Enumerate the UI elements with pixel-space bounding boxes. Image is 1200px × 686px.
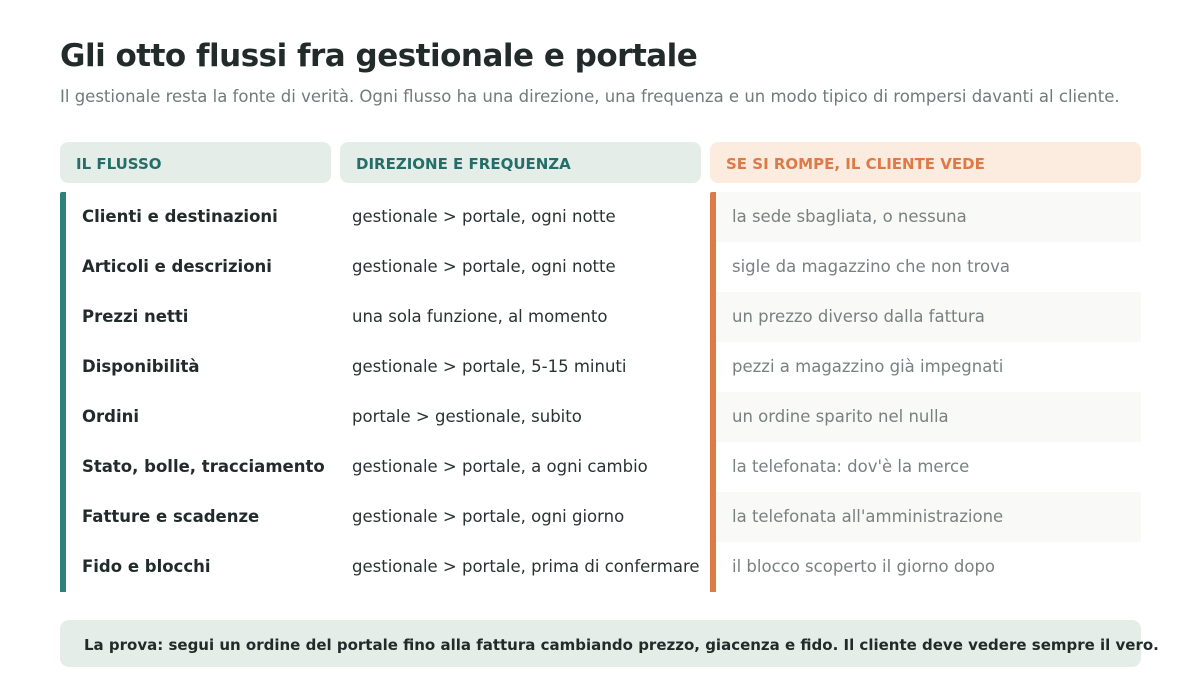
column-header-direction: DIREZIONE E FREQUENZA (340, 142, 701, 183)
table-row (60, 442, 1141, 492)
teal-accent-bar (60, 542, 66, 592)
orange-accent-bar (710, 492, 716, 542)
teal-accent-bar (60, 292, 66, 342)
flow-direction: portale > gestionale, subito (352, 407, 582, 426)
teal-accent-bar (60, 492, 66, 542)
teal-accent-bar (60, 442, 66, 492)
flow-risk: pezzi a magazzino già impegnati (732, 357, 1004, 376)
column-header-risk: SE SI ROMPE, IL CLIENTE VEDE (710, 142, 1141, 183)
orange-accent-bar (710, 342, 716, 392)
footer-callout: La prova: segui un ordine del portale fino alla fattura cambiando prezzo, giacenza e fido. Il cliente deve vedere sempre il vero. (60, 620, 1141, 667)
orange-accent-bar (710, 242, 716, 292)
table-row (60, 242, 1141, 292)
flow-risk: la telefonata: dov'è la merce (732, 457, 970, 476)
flow-risk: la telefonata all'amministrazione (732, 507, 1004, 526)
table-row (60, 192, 1141, 242)
flow-risk: sigle da magazzino che non trova (732, 257, 1010, 276)
flow-risk: un prezzo diverso dalla fattura (732, 307, 985, 326)
flow-direction: gestionale > portale, 5-15 minuti (352, 357, 627, 376)
column-header-flow: IL FLUSSO (60, 142, 331, 183)
risk-cell (710, 442, 1141, 492)
teal-accent-bar (60, 192, 66, 242)
table-row (60, 542, 1141, 592)
flows-table (60, 192, 1141, 592)
flow-risk: la sede sbagliata, o nessuna (732, 207, 967, 226)
teal-accent-bar (60, 392, 66, 442)
flow-direction: gestionale > portale, ogni notte (352, 207, 616, 226)
risk-cell (710, 342, 1141, 392)
flow-name: Ordini (82, 407, 140, 426)
orange-accent-bar (710, 392, 716, 442)
flow-name: Fatture e scadenze (82, 507, 260, 526)
table-row (60, 292, 1141, 342)
risk-cell (710, 392, 1141, 442)
table-row (60, 392, 1141, 442)
orange-accent-bar (710, 442, 716, 492)
table-row (60, 492, 1141, 542)
risk-cell (710, 542, 1141, 592)
risk-cell (710, 242, 1141, 292)
orange-accent-bar (710, 192, 716, 242)
risk-cell (710, 292, 1141, 342)
page-title: Gli otto flussi fra gestionale e portale (60, 38, 698, 74)
teal-accent-bar (60, 342, 66, 392)
teal-accent-bar (60, 242, 66, 292)
flow-name: Stato, bolle, tracciamento (82, 457, 325, 476)
flow-direction: gestionale > portale, ogni giorno (352, 507, 625, 526)
flow-direction: gestionale > portale, a ogni cambio (352, 457, 648, 476)
flow-direction: una sola funzione, al momento (352, 307, 608, 326)
flow-name: Prezzi netti (82, 307, 189, 326)
flow-name: Disponibilità (82, 357, 200, 376)
flow-name: Articoli e descrizioni (82, 257, 272, 276)
orange-accent-bar (710, 292, 716, 342)
flow-name: Clienti e destinazioni (82, 207, 278, 226)
flow-risk: il blocco scoperto il giorno dopo (732, 557, 996, 576)
orange-accent-bar (710, 542, 716, 592)
flow-direction: gestionale > portale, prima di confermare (352, 557, 700, 576)
table-row (60, 342, 1141, 392)
flow-name: Fido e blocchi (82, 557, 211, 576)
risk-cell (710, 192, 1141, 242)
risk-cell (710, 492, 1141, 542)
page-subtitle: Il gestionale resta la fonte di verità. Ogni flusso ha una direzione, una frequenza e un modo tipico di rompersi davanti al cliente. (60, 87, 1120, 106)
flow-direction: gestionale > portale, ogni notte (352, 257, 616, 276)
flow-risk: un ordine sparito nel nulla (732, 407, 949, 426)
